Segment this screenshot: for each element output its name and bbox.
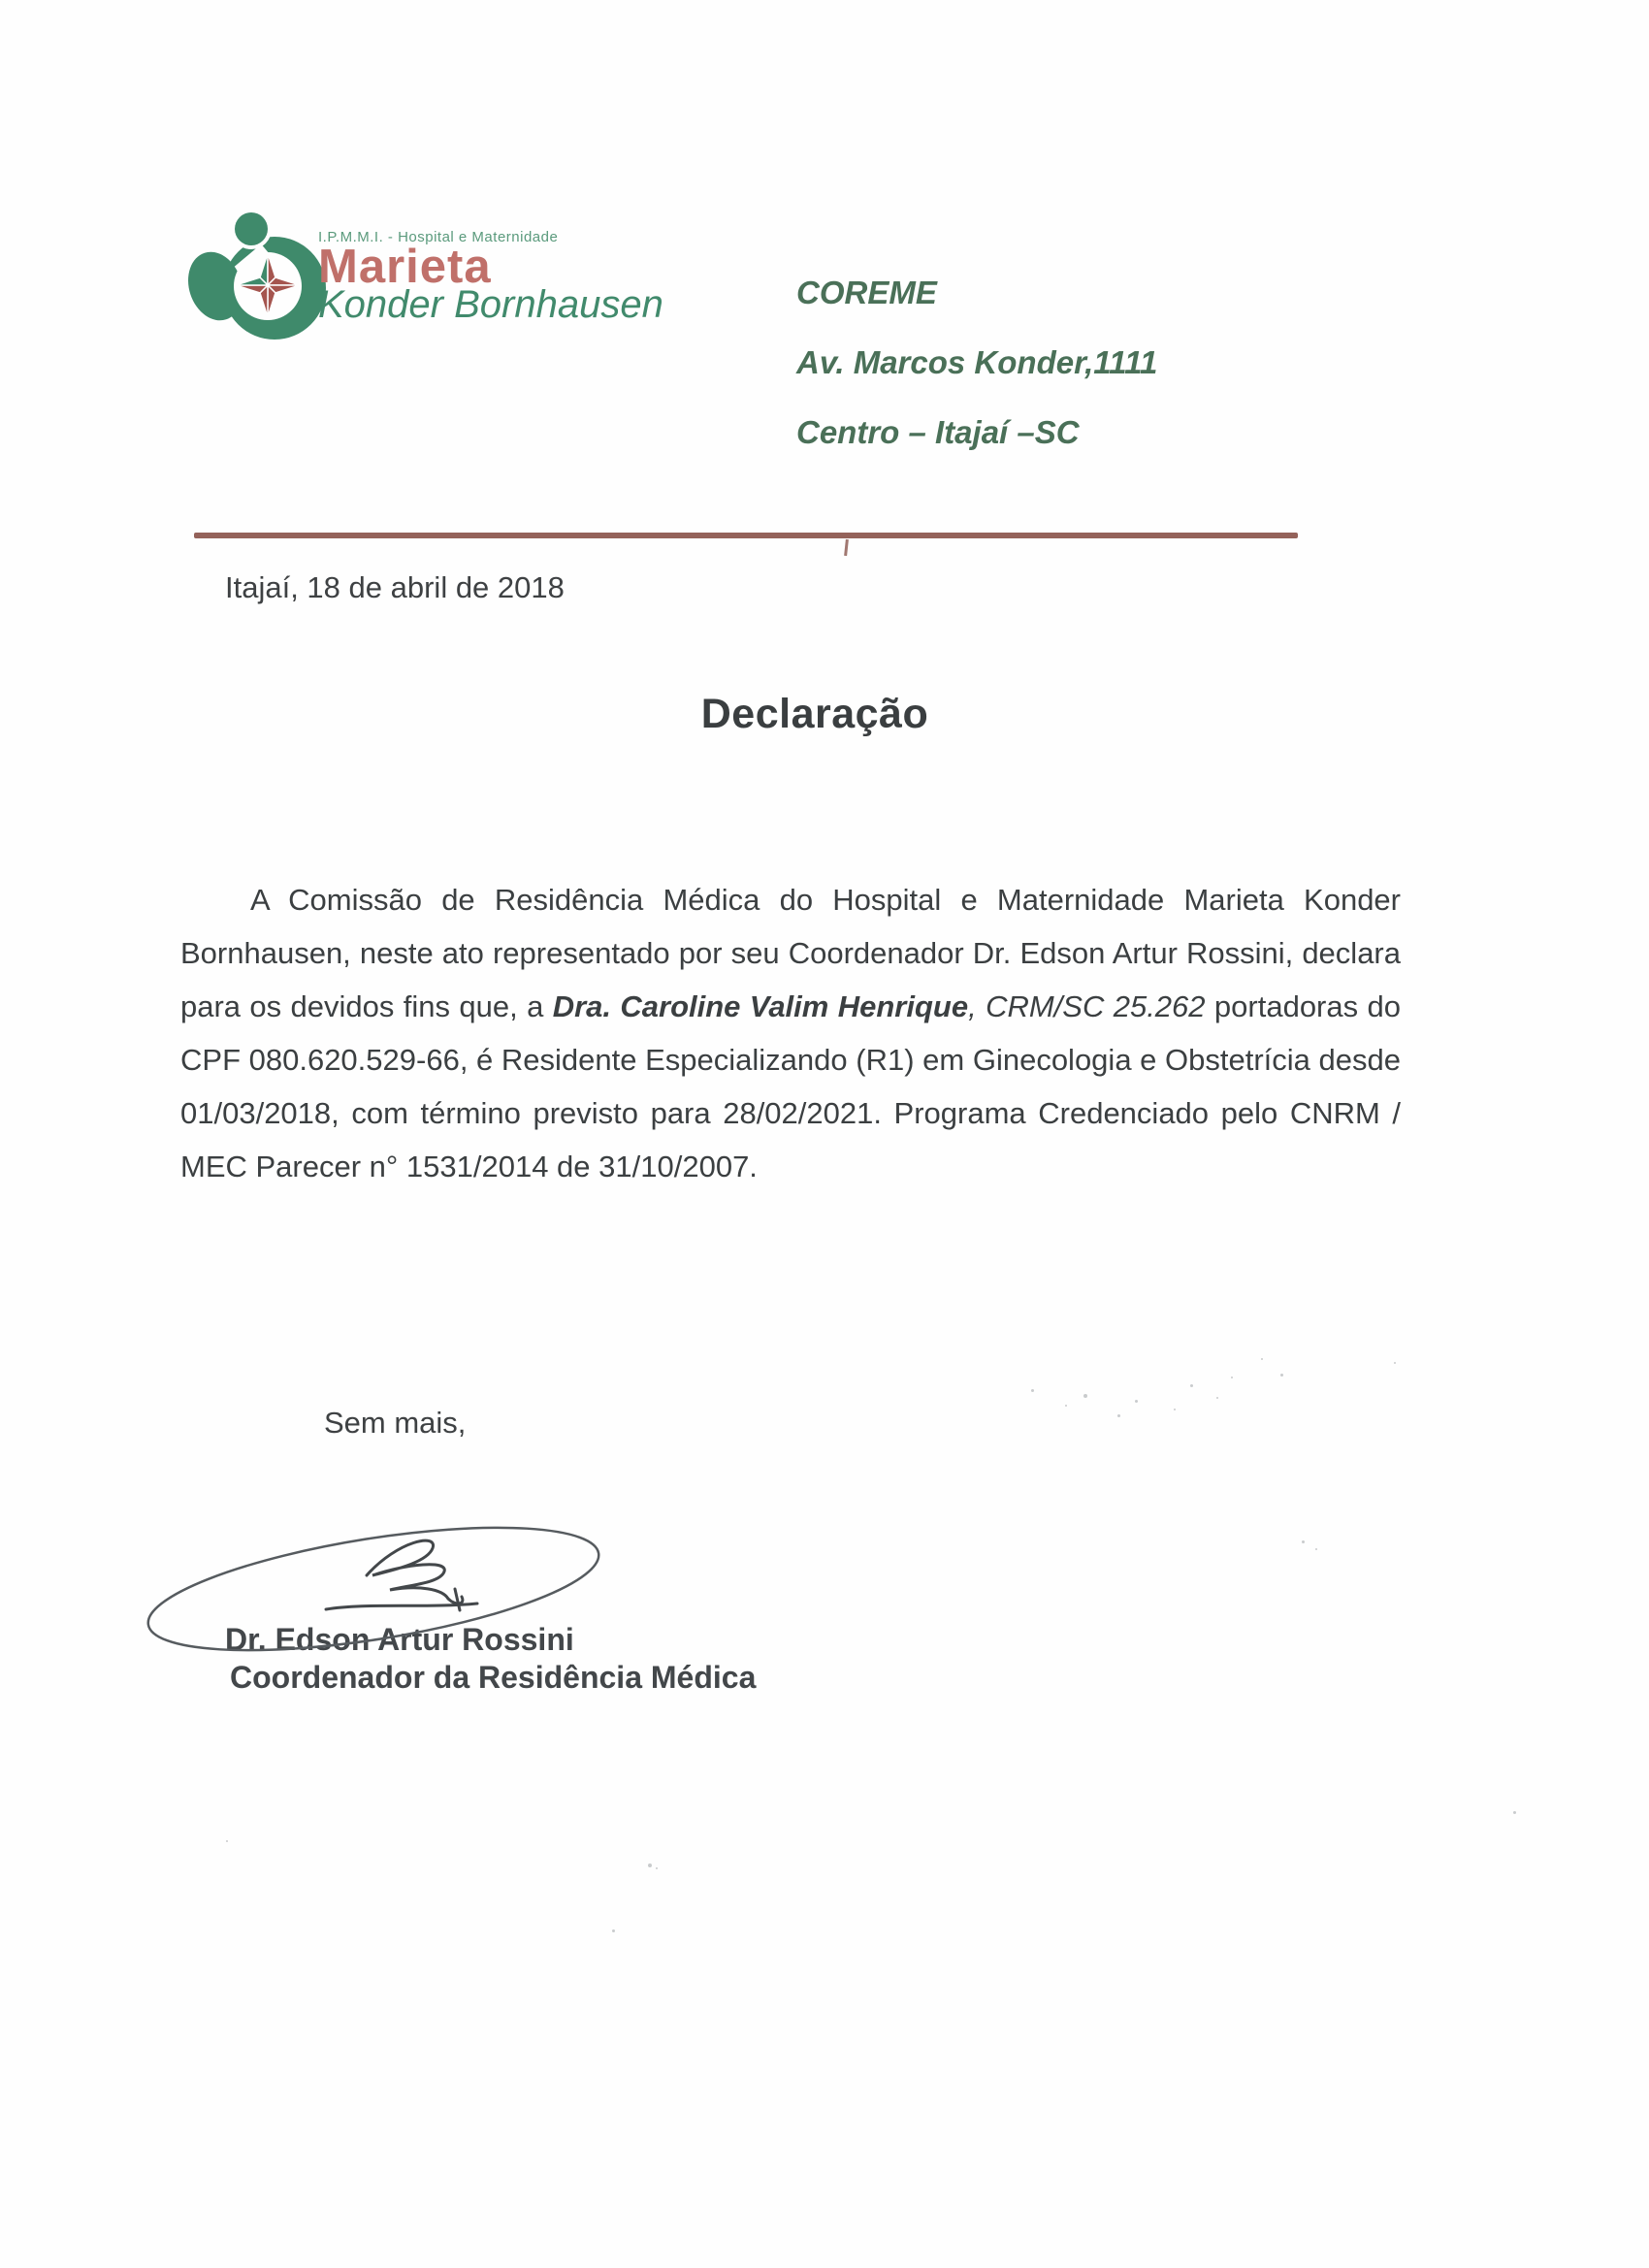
department-label: COREME: [796, 275, 937, 310]
paragraph-segment: , CRM/SC 25.262: [968, 989, 1206, 1023]
scan-speck: [648, 1863, 652, 1867]
scan-speck: [1280, 1374, 1283, 1377]
divider-rule: [194, 533, 1298, 538]
scan-speck: [1261, 1358, 1263, 1360]
hospital-logo: [182, 209, 338, 344]
scan-speck: [1513, 1811, 1516, 1814]
scan-speck: [1315, 1548, 1317, 1550]
signer-name: Dr. Edson Artur Rossini: [225, 1622, 574, 1657]
date-line: Itajaí, 18 de abril de 2018: [225, 570, 565, 604]
scan-speck: [1216, 1397, 1218, 1399]
paragraph-segment: portadoras do CPF 080.620.529-66, é Residente Especializando (R1) em Ginecologia e Obstetrícia desde 01/03/2018, com término previsto para 28/02/2021. Programa Credenciado pelo CNRM / MEC Parecer n° 1531/2014 de 31/10/2007.: [180, 989, 1401, 1183]
scan-speck: [1174, 1409, 1176, 1410]
institution-name: Marieta: [318, 241, 492, 293]
scan-speck: [1065, 1405, 1067, 1407]
institution-name-2: Konder Bornhausen: [318, 283, 663, 326]
logo-head: [235, 212, 268, 245]
scan-speck: [1117, 1414, 1120, 1417]
scan-mark: [844, 539, 849, 556]
closing-line: Sem mais,: [324, 1406, 467, 1440]
scan-speck: [1394, 1362, 1396, 1364]
scan-speck: [1302, 1540, 1305, 1543]
scan-speck: [612, 1929, 615, 1932]
document-title: Declaração: [700, 691, 929, 737]
scan-speck: [1135, 1400, 1138, 1403]
paragraph-segment: A Comissão de Residência Médica do Hospital e Maternidade Marieta Konder Bornhausen, neste ato representado por seu Coordenador Dr. Edson Artur Rossini, declara para os devidos fins que, a: [180, 883, 1401, 1023]
signer-role: Coordenador da Residência Médica: [230, 1660, 757, 1695]
scan-speck: [1231, 1377, 1233, 1378]
institution-small-label: I.P.M.M.I. - Hospital e Maternidade: [318, 229, 559, 245]
declaration-paragraph: [180, 873, 1401, 1193]
address-line-2: Centro – Itajaí –SC: [796, 414, 1080, 450]
address-line-1: Av. Marcos Konder,1111: [796, 344, 1158, 380]
scan-speck: [226, 1840, 228, 1842]
letterhead-text-block: [318, 229, 726, 326]
scan-speck: [1190, 1384, 1193, 1387]
scan-speck: [1031, 1389, 1034, 1392]
scan-speck: [656, 1867, 658, 1869]
paragraph-segment: Dra. Caroline Valim Henrique: [552, 989, 969, 1023]
scan-speck: [1083, 1394, 1087, 1398]
